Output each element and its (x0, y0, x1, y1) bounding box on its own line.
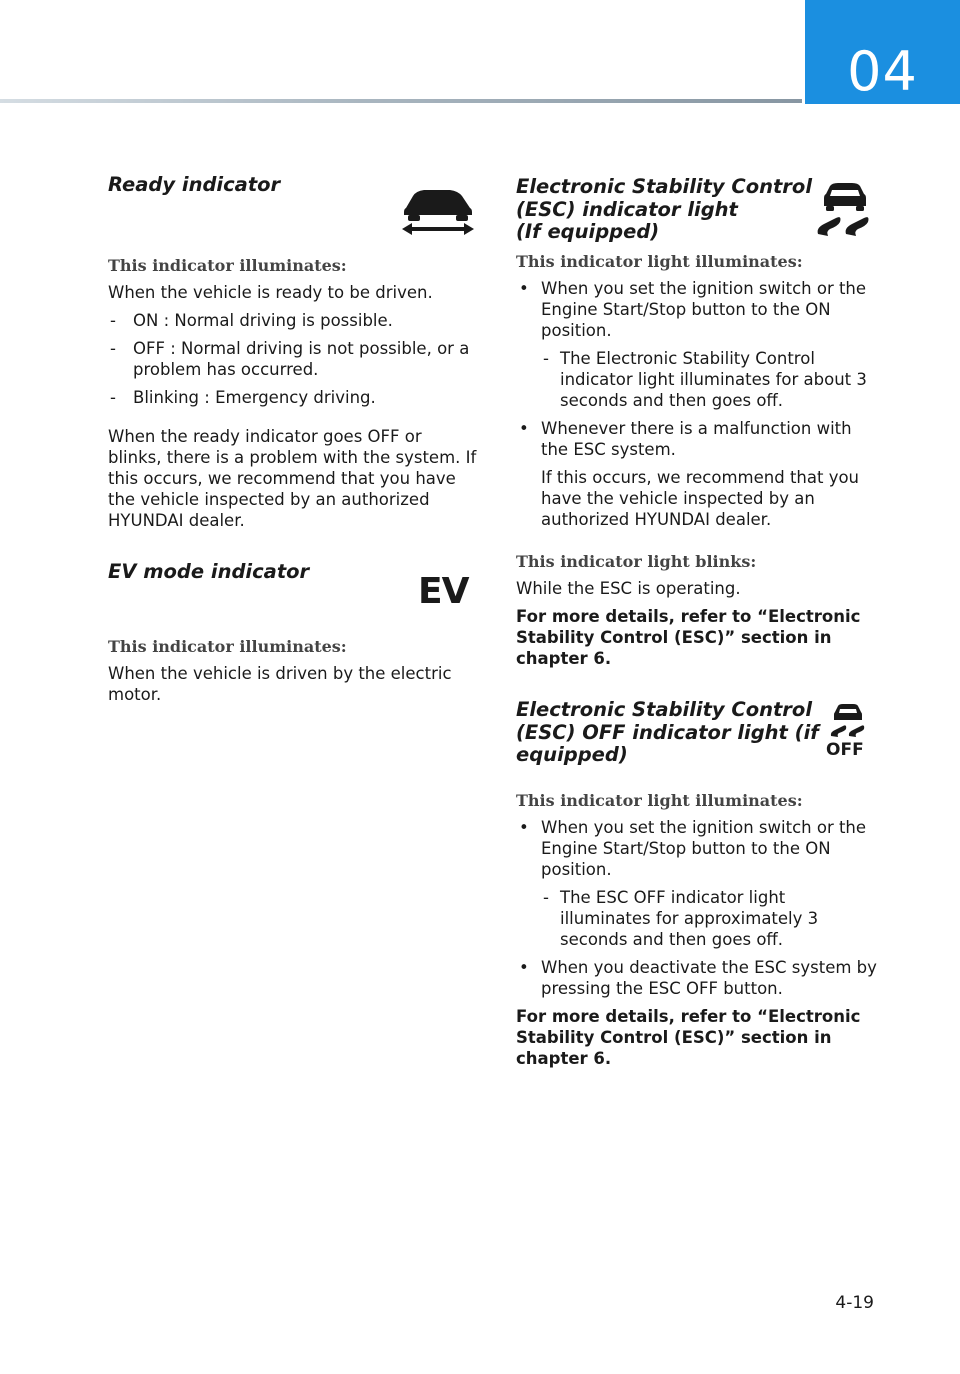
esc-off-illuminates-list (516, 817, 878, 999)
esc-bullet-ignition-text: When you set the ignition switch or the Engine Start/Stop button to the ON position. (541, 279, 867, 340)
esc-indicator-section (516, 170, 878, 669)
right-column (516, 170, 878, 1076)
ready-status-list (108, 310, 480, 408)
esc-off-bullet-deactivate: • When you deactivate the ESC system by pressing the ESC OFF button. (516, 957, 878, 999)
ev-title: EV mode indicator (108, 560, 310, 583)
esc-off-title (516, 699, 878, 767)
ev-section-header (108, 561, 480, 637)
esc-bullet-malfunction (516, 418, 878, 530)
esc-bullet-malfunction-text: Whenever there is a malfunction with the ESC system. (541, 419, 852, 459)
esc-skid-car-icon (814, 182, 876, 240)
ready-subhead: This indicator illuminates: (108, 256, 347, 275)
esc-title-line3: (If equipped) (516, 220, 660, 243)
esc-bullet-malfunction-follow: If this occurs, we recommend that you have the vehicle inspected by an authorized HYUNDAI dealer. (541, 468, 860, 529)
ev-subhead: This indicator illuminates: (108, 637, 347, 656)
ready-status-on: - ON : Normal driving is possible. (108, 310, 480, 331)
esc-off-title-line3: equipped) (516, 743, 628, 766)
left-column (108, 170, 480, 712)
esc-off-icon-label: OFF (826, 740, 864, 760)
esc-off-title-line2: (ESC) OFF indicator light (if (516, 720, 819, 744)
esc-off-title-line1: Electronic Stability Control (516, 698, 813, 721)
esc-off-bullet-ignition (516, 817, 878, 950)
ev-mode-icon: EV (418, 571, 469, 612)
ready-note: When the ready indicator goes OFF or blinks, there is a problem with the system. If this occurs, we recommend that you have the vehicle inspected by an authorized HYUNDAI dealer. (108, 427, 477, 530)
esc-illuminates-list (516, 278, 878, 530)
ev-mode-section (108, 561, 480, 705)
esc-subhead: This indicator light illuminates: (516, 252, 803, 271)
ready-indicator-section (108, 170, 480, 531)
ev-text: When the vehicle is driven by the electric motor. (108, 664, 452, 704)
esc-off-reference: For more details, refer to “Electronic Stability Control (ESC)” section in chapter 6. (516, 1007, 861, 1068)
chapter-tab (805, 0, 960, 104)
chapter-number: 04 (847, 39, 918, 103)
esc-title-line2: (ESC) indicator light (516, 197, 738, 221)
esc-off-subhead: This indicator light illuminates: (516, 791, 803, 810)
esc-blink-text: While the ESC is operating. (516, 579, 741, 598)
ready-car-arrows-icon (400, 183, 476, 235)
esc-reference: For more details, refer to “Electronic Stability Control (ESC)” section in chapter 6. (516, 607, 861, 668)
esc-blink-subhead: This indicator light blinks: (516, 552, 757, 571)
esc-off-section-header (516, 699, 878, 783)
ready-title: Ready indicator (108, 173, 281, 196)
ready-intro: When the vehicle is ready to be driven. (108, 283, 433, 302)
esc-section-header (516, 170, 878, 252)
esc-title-line1: Electronic Stability Control (516, 175, 813, 198)
ready-status-blinking: - Blinking : Emergency driving. (108, 387, 480, 408)
esc-off-bullet-ignition-sub: - The ESC OFF indicator light illuminates for approximately 3 seconds and then goes off. (541, 887, 878, 950)
esc-bullet-ignition-sub: - The Electronic Stability Control indicator light illuminates for about 3 seconds and then goes off. (541, 348, 878, 411)
esc-bullet-ignition (516, 278, 878, 411)
esc-off-bullet-ignition-text: When you set the ignition switch or the Engine Start/Stop button to the ON position. (541, 818, 867, 879)
esc-off-indicator-section (516, 699, 878, 1069)
ready-section-header (108, 170, 480, 256)
header-rule (0, 99, 802, 103)
ready-status-off: - OFF : Normal driving is not possible, or a problem has occurred. (108, 338, 480, 380)
esc-off-skid-car-icon (828, 703, 868, 739)
page-number: 4-19 (835, 1293, 874, 1313)
